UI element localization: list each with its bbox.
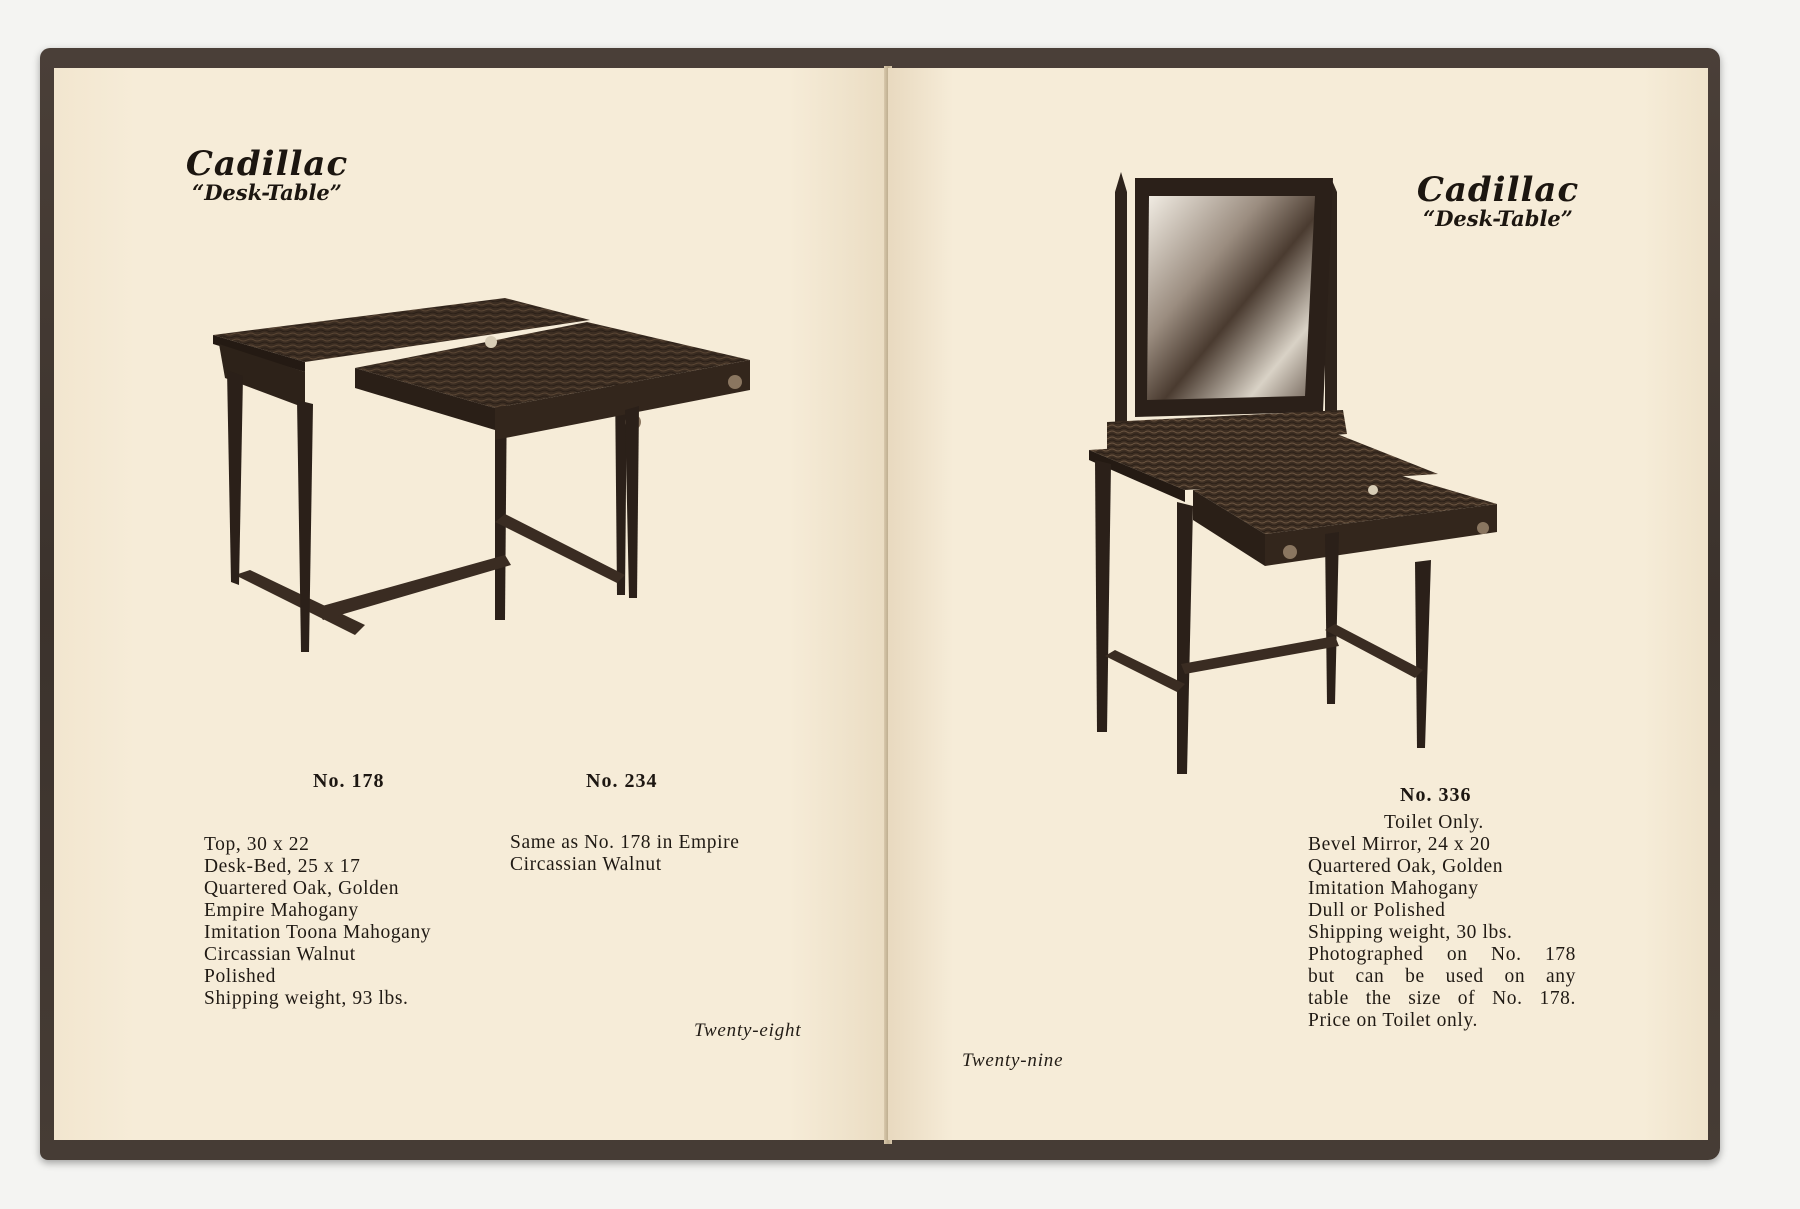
logo-brand: Cadillac xyxy=(1416,170,1580,210)
logo-subtitle: “Desk-Table” xyxy=(1423,206,1573,231)
spec-line: Top, 30 x 22 xyxy=(204,834,310,855)
spec-line: Price on Toilet only. xyxy=(1308,1010,1478,1031)
spec-line: Quartered Oak, Golden xyxy=(204,878,400,899)
spec-line: Shipping weight, 30 lbs. xyxy=(1308,922,1513,943)
toilet-mirror-photo xyxy=(1085,172,1505,782)
desk-table-photo xyxy=(205,290,765,750)
spec-line: Imitation Toona Mahogany xyxy=(204,922,432,943)
spec-line: table the size of No. 178. xyxy=(1308,988,1576,1009)
spec-line: Bevel Mirror, 24 x 20 xyxy=(1308,834,1491,855)
logo-brand: Cadillac xyxy=(185,144,349,184)
specs-234 xyxy=(510,832,739,876)
product-number-234: No. 234 xyxy=(586,770,658,792)
spec-line: Circassian Walnut xyxy=(510,854,662,875)
left-logo xyxy=(184,146,350,204)
spec-line: Circassian Walnut xyxy=(204,944,356,965)
page-number-left: Twenty-eight xyxy=(694,1020,802,1041)
spec-line: Dull or Polished xyxy=(1308,900,1446,921)
spec-line: Imitation Mahogany xyxy=(1308,878,1479,899)
spec-line: Desk-Bed, 25 x 17 xyxy=(204,856,361,877)
spec-line: Quartered Oak, Golden xyxy=(1308,856,1504,877)
spec-line: Photographed on No. 178 xyxy=(1308,944,1576,965)
page-number-right: Twenty-nine xyxy=(962,1050,1064,1071)
specs-178 xyxy=(204,834,431,1010)
product-number-336: No. 336 xyxy=(1400,784,1472,806)
toilet-only-heading: Toilet Only. xyxy=(1384,812,1484,833)
spec-line: Shipping weight, 93 lbs. xyxy=(204,988,409,1009)
specs-336 xyxy=(1308,834,1576,1032)
spec-line: Empire Mahogany xyxy=(204,900,359,921)
spec-line: Same as No. 178 in Empire xyxy=(510,832,740,853)
spec-line: but can be used on any xyxy=(1308,966,1576,987)
spec-line: Polished xyxy=(204,966,276,987)
product-number-178: No. 178 xyxy=(313,770,385,792)
logo-subtitle: “Desk-Table” xyxy=(192,180,342,205)
